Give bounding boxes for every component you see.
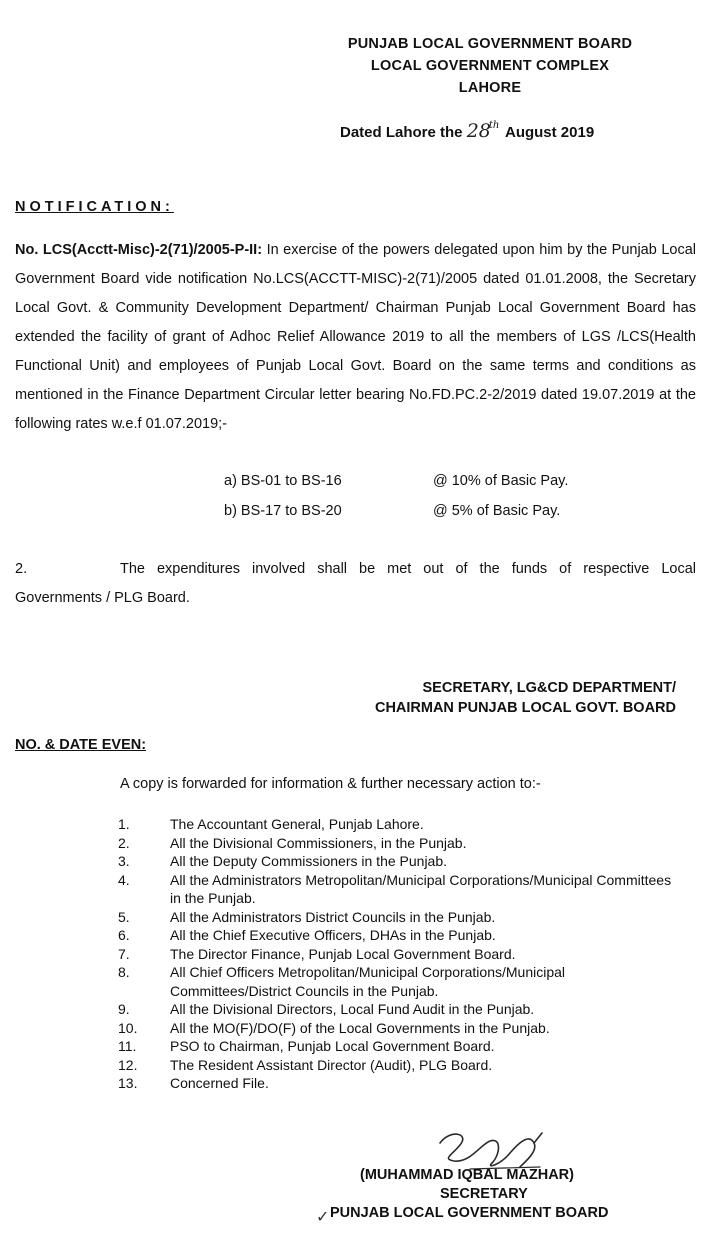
list-item: 6. All the Chief Executive Officers, DHAs in the Punjab. bbox=[118, 927, 496, 943]
no-date-even-heading: NO. & DATE EVEN: bbox=[15, 737, 147, 753]
signatory-line-1: SECRETARY, LG&CD DEPARTMENT/ bbox=[422, 680, 676, 696]
rate-value-b: @ 5% of Basic Pay. bbox=[433, 503, 561, 519]
date-day-handwritten: 28 bbox=[466, 120, 491, 142]
list-item: 5. All the Administrators District Councils in the Punjab. bbox=[118, 908, 496, 925]
list-item: 4. All the Administrators Metropolitan/Municipal Corporations/Municipal Committees in the Punjab. bbox=[118, 871, 672, 906]
date-day-suffix: th bbox=[488, 120, 500, 131]
list-item: 9. All the Divisional Directors, Local Fund Audit in the Punjab. bbox=[118, 1001, 535, 1017]
list-item: 3. All the Deputy Commissioners in the Punjab. bbox=[118, 853, 448, 869]
rate-scale-a: a) BS-01 to BS-16 bbox=[224, 473, 342, 489]
notification-heading: NOTIFICATION: bbox=[15, 199, 174, 215]
header-complex: LOCAL GOVERNMENT COMPLEX bbox=[370, 58, 610, 74]
signer-name: (MUHAMMAD IQBAL MAZHAR) bbox=[360, 1167, 574, 1183]
rate-scale-b: b) BS-17 to BS-20 bbox=[224, 503, 342, 519]
signatory-line-2: CHAIRMAN PUNJAB LOCAL GOVT. BOARD bbox=[374, 700, 676, 716]
list-item: 2. All the Divisional Commissioners, in the Punjab. bbox=[118, 834, 467, 851]
rate-value-a: @ 10% of Basic Pay. bbox=[433, 473, 569, 489]
list-item: 7. The Director Finance, Punjab Local Government Board. bbox=[118, 945, 516, 962]
para2-continuation: Governments / PLG Board. bbox=[15, 590, 190, 606]
tick-mark-icon: ✓ bbox=[316, 1209, 330, 1226]
list-item: 10. All the MO(F)/DO(F) of the Local Governments in the Punjab. bbox=[118, 1019, 550, 1036]
distribution-list bbox=[118, 815, 678, 1093]
date-month-year: August 2019 bbox=[504, 124, 595, 141]
list-item: 12. The Resident Assistant Director (Audit), PLG Board. bbox=[118, 1056, 493, 1073]
list-item: 1. The Accountant General, Punjab Lahore. bbox=[118, 816, 424, 832]
para2-number: 2. bbox=[15, 561, 28, 577]
list-item: 8. All Chief Officers Metropolitan/Municipal Corporations/Municipal Committees/District Councils in the Punjab. bbox=[118, 964, 566, 999]
date-line bbox=[340, 120, 594, 142]
header-board-name: PUNJAB LOCAL GOVERNMENT BOARD bbox=[347, 36, 633, 52]
notification-body: In exercise of the powers delegated upon him by the Punjab Local Government Board vide notification No.LCS(ACCTT-MISC)-2(71)/2005 dated 01.01.2008, the Secretary Local Govt. & Community Development Department/ Chairman Punjab Local Government Board has extended the facility of grant of Adhoc Relief Allowance 2019 to all the members of LGS /LCS(Health Functional Unit) and employees of Punjab Local Govt. Board on the same terms and conditions as mentioned in the Finance Department Circular letter bearing No.FD.PC.2-2/2019 dated 19.07.2019 at the following rates w.e.f 01.07.2019;- bbox=[15, 242, 697, 432]
header-city: LAHORE bbox=[458, 80, 522, 96]
notification-paragraph bbox=[15, 236, 696, 439]
notification-reference: No. LCS(Acctt-Misc)-2(71)/2005-P-II: bbox=[15, 242, 263, 258]
date-prefix: Dated Lahore the bbox=[340, 124, 463, 141]
list-item: 13. Concerned File. bbox=[118, 1075, 269, 1091]
signer-organization: PUNJAB LOCAL GOVERNMENT BOARD bbox=[330, 1205, 609, 1221]
signer-title: SECRETARY bbox=[440, 1186, 528, 1202]
list-item: 11. PSO to Chairman, Punjab Local Government Board. bbox=[118, 1038, 495, 1054]
para2-text: The expenditures involved shall be met out of the funds of respective Local bbox=[120, 561, 696, 577]
copy-forwarded-line: A copy is forwarded for information & further necessary action to:- bbox=[120, 776, 541, 792]
